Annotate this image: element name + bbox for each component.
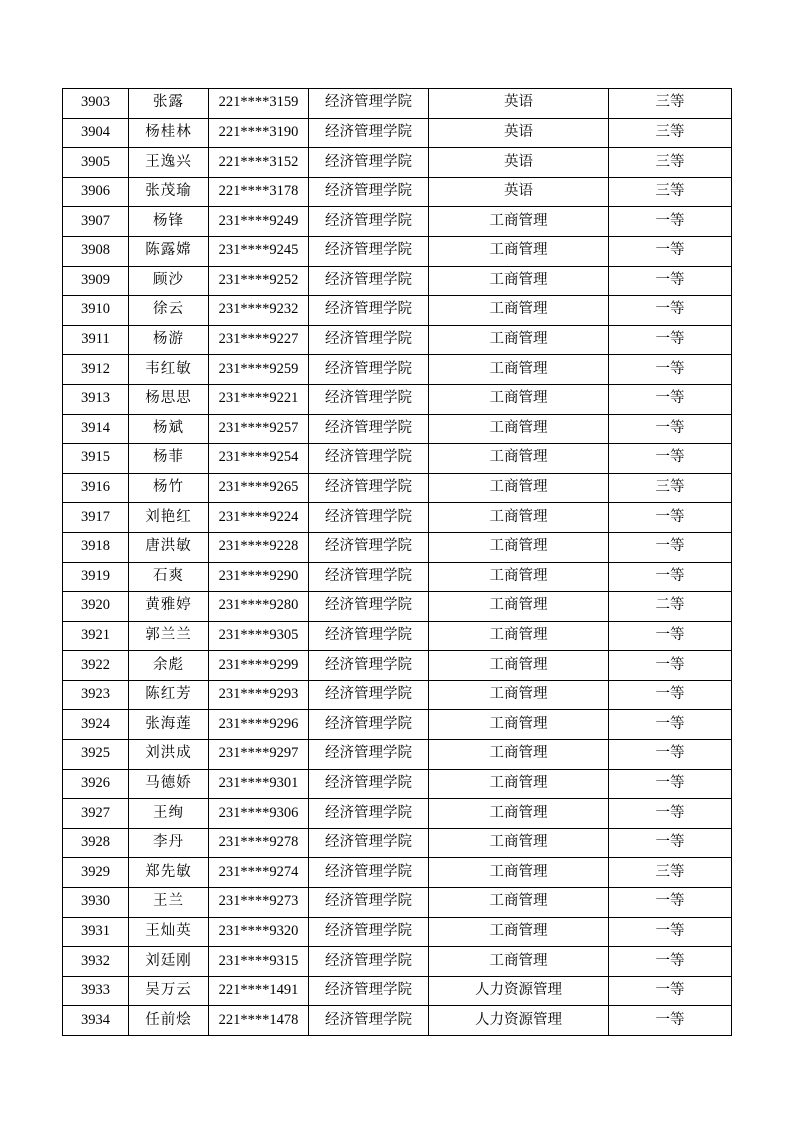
cell-college: 经济管理学院 (309, 325, 429, 355)
cell-sequence: 3932 (63, 947, 129, 977)
cell-sequence: 3933 (63, 976, 129, 1006)
table-row (63, 799, 732, 829)
table-row (63, 325, 732, 355)
cell-major: 工商管理 (429, 947, 609, 977)
cell-name: 张茂瑜 (129, 177, 209, 207)
cell-major: 工商管理 (429, 384, 609, 414)
cell-award-level: 三等 (609, 177, 732, 207)
cell-id-number: 231****9224 (209, 503, 309, 533)
cell-award-level: 一等 (609, 769, 732, 799)
cell-major: 工商管理 (429, 207, 609, 237)
cell-college: 经济管理学院 (309, 621, 429, 651)
cell-name: 刘艳红 (129, 503, 209, 533)
cell-sequence: 3930 (63, 888, 129, 918)
cell-sequence: 3906 (63, 177, 129, 207)
cell-name: 刘廷刚 (129, 947, 209, 977)
table-row (63, 532, 732, 562)
cell-college: 经济管理学院 (309, 740, 429, 770)
cell-award-level: 三等 (609, 89, 732, 119)
cell-award-level: 一等 (609, 207, 732, 237)
cell-college: 经济管理学院 (309, 651, 429, 681)
cell-college: 经济管理学院 (309, 828, 429, 858)
cell-name: 王兰 (129, 888, 209, 918)
cell-id-number: 231****9315 (209, 947, 309, 977)
table-row (63, 592, 732, 622)
cell-name: 任前烩 (129, 1006, 209, 1036)
table-row (63, 503, 732, 533)
table-row (63, 562, 732, 592)
cell-id-number: 231****9265 (209, 473, 309, 503)
cell-major: 工商管理 (429, 740, 609, 770)
cell-name: 杨锋 (129, 207, 209, 237)
cell-major: 工商管理 (429, 592, 609, 622)
cell-college: 经济管理学院 (309, 266, 429, 296)
cell-name: 马德娇 (129, 769, 209, 799)
cell-college: 经济管理学院 (309, 355, 429, 385)
table-row (63, 236, 732, 266)
table-row (63, 296, 732, 326)
cell-college: 经济管理学院 (309, 562, 429, 592)
cell-college: 经济管理学院 (309, 976, 429, 1006)
cell-sequence: 3924 (63, 710, 129, 740)
cell-award-level: 一等 (609, 740, 732, 770)
cell-sequence: 3903 (63, 89, 129, 119)
cell-sequence: 3934 (63, 1006, 129, 1036)
cell-award-level: 一等 (609, 414, 732, 444)
table-row (63, 858, 732, 888)
cell-sequence: 3922 (63, 651, 129, 681)
cell-name: 杨游 (129, 325, 209, 355)
cell-award-level: 一等 (609, 296, 732, 326)
cell-sequence: 3904 (63, 118, 129, 148)
cell-id-number: 231****9306 (209, 799, 309, 829)
cell-award-level: 一等 (609, 710, 732, 740)
cell-id-number: 231****9227 (209, 325, 309, 355)
cell-major: 工商管理 (429, 769, 609, 799)
cell-college: 经济管理学院 (309, 148, 429, 178)
cell-award-level: 一等 (609, 325, 732, 355)
cell-major: 工商管理 (429, 355, 609, 385)
cell-name: 唐洪敏 (129, 532, 209, 562)
cell-name: 韦红敏 (129, 355, 209, 385)
table-row (63, 769, 732, 799)
table-row (63, 384, 732, 414)
cell-major: 工商管理 (429, 325, 609, 355)
cell-college: 经济管理学院 (309, 680, 429, 710)
cell-name: 郭兰兰 (129, 621, 209, 651)
table-row (63, 680, 732, 710)
cell-sequence: 3921 (63, 621, 129, 651)
cell-award-level: 二等 (609, 592, 732, 622)
cell-id-number: 221****3159 (209, 89, 309, 119)
cell-id-number: 231****9293 (209, 680, 309, 710)
table-row (63, 710, 732, 740)
cell-name: 张海莲 (129, 710, 209, 740)
cell-college: 经济管理学院 (309, 177, 429, 207)
cell-college: 经济管理学院 (309, 710, 429, 740)
cell-sequence: 3917 (63, 503, 129, 533)
cell-award-level: 一等 (609, 236, 732, 266)
cell-award-level: 一等 (609, 947, 732, 977)
cell-award-level: 一等 (609, 1006, 732, 1036)
cell-name: 张露 (129, 89, 209, 119)
cell-sequence: 3908 (63, 236, 129, 266)
cell-id-number: 231****9249 (209, 207, 309, 237)
cell-sequence: 3925 (63, 740, 129, 770)
table-row (63, 355, 732, 385)
cell-name: 王绚 (129, 799, 209, 829)
cell-award-level: 一等 (609, 503, 732, 533)
cell-name: 徐云 (129, 296, 209, 326)
cell-award-level: 一等 (609, 532, 732, 562)
cell-id-number: 231****9221 (209, 384, 309, 414)
cell-sequence: 3927 (63, 799, 129, 829)
cell-major: 英语 (429, 118, 609, 148)
cell-name: 黄雅婷 (129, 592, 209, 622)
cell-id-number: 231****9245 (209, 236, 309, 266)
cell-major: 人力资源管理 (429, 976, 609, 1006)
table-row (63, 976, 732, 1006)
cell-name: 吴万云 (129, 976, 209, 1006)
cell-award-level: 一等 (609, 651, 732, 681)
cell-sequence: 3911 (63, 325, 129, 355)
table-row (63, 947, 732, 977)
cell-sequence: 3926 (63, 769, 129, 799)
cell-award-level: 一等 (609, 799, 732, 829)
cell-id-number: 231****9228 (209, 532, 309, 562)
cell-college: 经济管理学院 (309, 384, 429, 414)
cell-college: 经济管理学院 (309, 769, 429, 799)
cell-sequence: 3910 (63, 296, 129, 326)
cell-college: 经济管理学院 (309, 917, 429, 947)
table-row (63, 740, 732, 770)
cell-sequence: 3920 (63, 592, 129, 622)
table-row (63, 473, 732, 503)
cell-id-number: 231****9278 (209, 828, 309, 858)
table-row (63, 207, 732, 237)
award-roster-table (62, 88, 732, 1036)
cell-major: 工商管理 (429, 236, 609, 266)
cell-id-number: 221****3190 (209, 118, 309, 148)
cell-major: 工商管理 (429, 858, 609, 888)
cell-sequence: 3915 (63, 444, 129, 474)
cell-name: 陈红芳 (129, 680, 209, 710)
cell-sequence: 3916 (63, 473, 129, 503)
cell-name: 杨思思 (129, 384, 209, 414)
cell-id-number: 231****9297 (209, 740, 309, 770)
cell-major: 工商管理 (429, 917, 609, 947)
cell-id-number: 221****3152 (209, 148, 309, 178)
cell-major: 英语 (429, 89, 609, 119)
cell-college: 经济管理学院 (309, 236, 429, 266)
cell-award-level: 一等 (609, 266, 732, 296)
cell-sequence: 3912 (63, 355, 129, 385)
table-row (63, 118, 732, 148)
cell-id-number: 231****9280 (209, 592, 309, 622)
cell-name: 杨斌 (129, 414, 209, 444)
cell-college: 经济管理学院 (309, 799, 429, 829)
cell-college: 经济管理学院 (309, 473, 429, 503)
cell-award-level: 一等 (609, 444, 732, 474)
cell-major: 英语 (429, 177, 609, 207)
cell-name: 杨桂林 (129, 118, 209, 148)
cell-name: 余彪 (129, 651, 209, 681)
cell-id-number: 231****9252 (209, 266, 309, 296)
cell-sequence: 3929 (63, 858, 129, 888)
cell-college: 经济管理学院 (309, 503, 429, 533)
cell-college: 经济管理学院 (309, 89, 429, 119)
cell-id-number: 231****9274 (209, 858, 309, 888)
cell-name: 王逸兴 (129, 148, 209, 178)
table-row (63, 414, 732, 444)
cell-id-number: 231****9273 (209, 888, 309, 918)
table-row (63, 177, 732, 207)
cell-award-level: 一等 (609, 680, 732, 710)
cell-award-level: 三等 (609, 473, 732, 503)
cell-major: 工商管理 (429, 621, 609, 651)
cell-sequence: 3905 (63, 148, 129, 178)
cell-college: 经济管理学院 (309, 118, 429, 148)
cell-award-level: 三等 (609, 118, 732, 148)
cell-major: 工商管理 (429, 710, 609, 740)
cell-id-number: 231****9290 (209, 562, 309, 592)
cell-major: 工商管理 (429, 444, 609, 474)
cell-major: 工商管理 (429, 799, 609, 829)
cell-sequence: 3923 (63, 680, 129, 710)
table-row (63, 444, 732, 474)
cell-sequence: 3909 (63, 266, 129, 296)
cell-id-number: 221****1478 (209, 1006, 309, 1036)
cell-sequence: 3913 (63, 384, 129, 414)
cell-id-number: 231****9301 (209, 769, 309, 799)
cell-award-level: 三等 (609, 858, 732, 888)
cell-college: 经济管理学院 (309, 947, 429, 977)
cell-id-number: 231****9259 (209, 355, 309, 385)
cell-college: 经济管理学院 (309, 592, 429, 622)
cell-major: 工商管理 (429, 828, 609, 858)
cell-major: 工商管理 (429, 680, 609, 710)
cell-name: 刘洪成 (129, 740, 209, 770)
cell-name: 郑先敏 (129, 858, 209, 888)
cell-sequence: 3918 (63, 532, 129, 562)
cell-name: 李丹 (129, 828, 209, 858)
cell-sequence: 3914 (63, 414, 129, 444)
cell-college: 经济管理学院 (309, 444, 429, 474)
cell-id-number: 231****9296 (209, 710, 309, 740)
table-row (63, 621, 732, 651)
cell-major: 工商管理 (429, 503, 609, 533)
cell-sequence: 3928 (63, 828, 129, 858)
cell-award-level: 一等 (609, 888, 732, 918)
cell-major: 工商管理 (429, 266, 609, 296)
cell-major: 工商管理 (429, 532, 609, 562)
cell-name: 石爽 (129, 562, 209, 592)
cell-college: 经济管理学院 (309, 414, 429, 444)
cell-id-number: 231****9320 (209, 917, 309, 947)
cell-award-level: 三等 (609, 148, 732, 178)
table-row (63, 1006, 732, 1036)
cell-major: 人力资源管理 (429, 1006, 609, 1036)
cell-sequence: 3907 (63, 207, 129, 237)
cell-major: 工商管理 (429, 562, 609, 592)
cell-major: 英语 (429, 148, 609, 178)
cell-major: 工商管理 (429, 296, 609, 326)
cell-sequence: 3919 (63, 562, 129, 592)
cell-major: 工商管理 (429, 651, 609, 681)
cell-name: 杨菲 (129, 444, 209, 474)
cell-major: 工商管理 (429, 473, 609, 503)
cell-college: 经济管理学院 (309, 858, 429, 888)
cell-college: 经济管理学院 (309, 888, 429, 918)
table-row (63, 917, 732, 947)
cell-id-number: 231****9257 (209, 414, 309, 444)
cell-award-level: 一等 (609, 621, 732, 651)
cell-name: 杨竹 (129, 473, 209, 503)
cell-major: 工商管理 (429, 414, 609, 444)
cell-id-number: 231****9254 (209, 444, 309, 474)
table-row (63, 89, 732, 119)
cell-award-level: 一等 (609, 917, 732, 947)
cell-id-number: 221****3178 (209, 177, 309, 207)
cell-college: 经济管理学院 (309, 296, 429, 326)
cell-name: 王灿英 (129, 917, 209, 947)
cell-award-level: 一等 (609, 976, 732, 1006)
table-row (63, 266, 732, 296)
cell-id-number: 231****9305 (209, 621, 309, 651)
cell-award-level: 一等 (609, 384, 732, 414)
cell-id-number: 231****9232 (209, 296, 309, 326)
table-row (63, 888, 732, 918)
cell-award-level: 一等 (609, 828, 732, 858)
table-row (63, 148, 732, 178)
cell-id-number: 221****1491 (209, 976, 309, 1006)
cell-award-level: 一等 (609, 355, 732, 385)
cell-sequence: 3931 (63, 917, 129, 947)
cell-college: 经济管理学院 (309, 207, 429, 237)
cell-award-level: 一等 (609, 562, 732, 592)
cell-college: 经济管理学院 (309, 1006, 429, 1036)
cell-name: 陈露嫦 (129, 236, 209, 266)
table-body (63, 89, 732, 1036)
table-row (63, 828, 732, 858)
cell-id-number: 231****9299 (209, 651, 309, 681)
table-row (63, 651, 732, 681)
cell-name: 顾沙 (129, 266, 209, 296)
cell-college: 经济管理学院 (309, 532, 429, 562)
cell-major: 工商管理 (429, 888, 609, 918)
